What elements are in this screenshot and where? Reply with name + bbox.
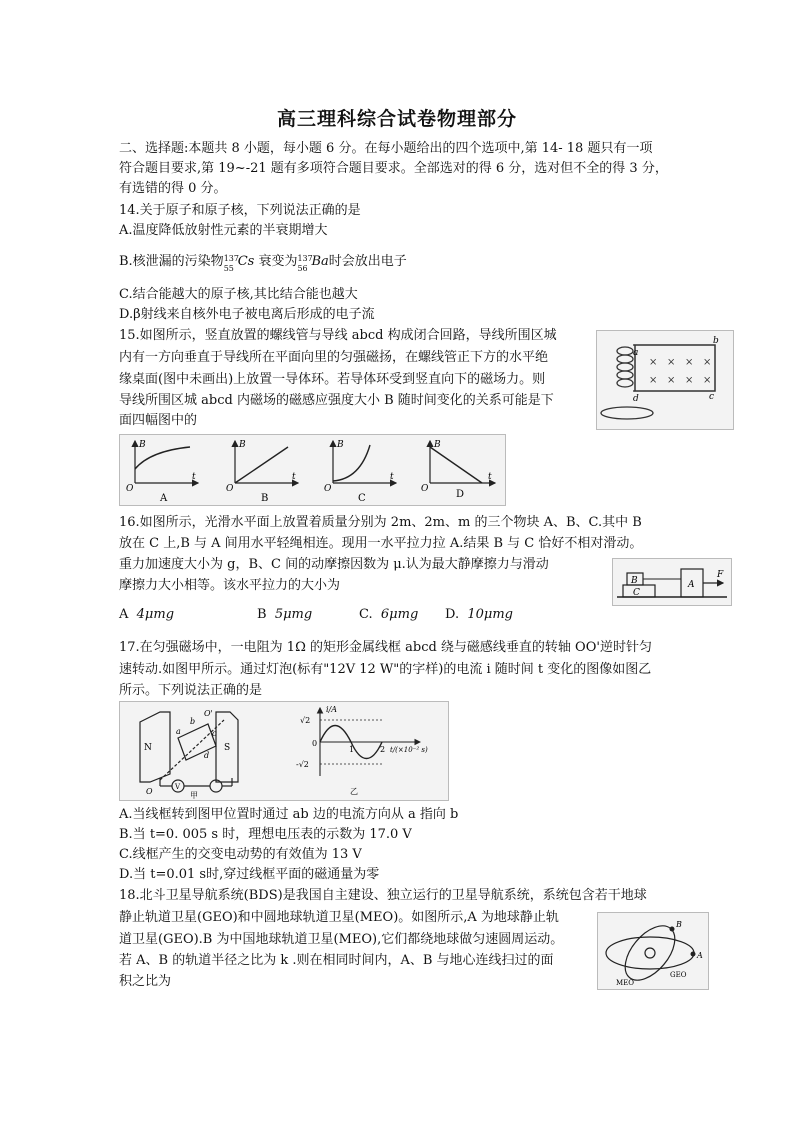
svg-text:A: A xyxy=(697,951,703,960)
svg-text:乙: 乙 xyxy=(350,787,358,796)
ba-symbol: Ba xyxy=(311,254,329,269)
q17-option-a: A.当线框转到图甲位置时通过 ab 边的电流方向从 a 指向 b xyxy=(119,807,459,822)
svg-text:O: O xyxy=(126,484,134,494)
svg-text:B: B xyxy=(631,576,638,586)
q17-line-2: 速转动.如图甲所示。通过灯泡(标有"12V 12 W"的字样)的电流 i 随时间 t 变化的图像如图乙 xyxy=(119,662,652,677)
svg-text:V: V xyxy=(175,783,181,791)
q14-b-post: 时会放出电子 xyxy=(328,254,407,269)
svg-text:MEO: MEO xyxy=(616,979,635,987)
svg-text:B: B xyxy=(434,440,441,450)
svg-text:a: a xyxy=(176,727,181,736)
q14-option-b xyxy=(119,252,407,271)
intro-line-3: 有选错的得 0 分。 xyxy=(119,181,227,196)
q16-line-1: 16.如图所示，光滑水平面上放置着质量分别为 2m、2m、m 的三个物块 A、B、C.其中 B xyxy=(119,515,642,530)
svg-text:d: d xyxy=(204,751,210,760)
svg-text:F: F xyxy=(717,570,724,580)
svg-text:×: × xyxy=(685,375,694,386)
q15-graphs-figure xyxy=(119,434,506,506)
q17-option-b: B.当 t=0. 005 s 时，理想电压表的示数为 17.0 V xyxy=(119,827,412,842)
svg-text:1: 1 xyxy=(349,745,355,754)
graph-c-label: C xyxy=(358,493,366,504)
q16-option-a: A 4μmg xyxy=(119,607,175,622)
svg-text:×: × xyxy=(703,375,712,386)
graph-d-label: D xyxy=(456,489,465,500)
q16-options xyxy=(119,606,513,624)
svg-text:i/A: i/A xyxy=(326,705,338,714)
q15-line-5: 面四幅图中的 xyxy=(119,413,198,428)
q17-line-1: 17.在匀强磁场中，一电阻为 1Ω 的矩形金属线框 abcd 绕与磁感线垂直的转轴 OO'逆时针匀 xyxy=(119,640,652,655)
svg-text:√2: √2 xyxy=(300,716,311,725)
svg-text:C: C xyxy=(633,588,640,598)
svg-text:t: t xyxy=(488,472,492,482)
svg-text:B: B xyxy=(239,440,246,450)
svg-text:t: t xyxy=(292,472,296,482)
svg-text:0: 0 xyxy=(312,739,318,748)
q16-line-2: 放在 C 上,B 与 A 间用水平轻绳相连。现用一水平拉力拉 A.结果 B 与 C 恰好不相对滑动。 xyxy=(119,536,643,551)
q16-option-c: C. 6μmg xyxy=(359,607,419,622)
q18-orbit-figure xyxy=(597,912,709,990)
svg-text:×: × xyxy=(667,357,676,368)
q14-option-a: A.温度降低放射性元素的半衰期增大 xyxy=(119,223,328,238)
q17-option-c: C.线框产生的交变电动势的有效值为 13 V xyxy=(119,847,362,862)
svg-text:O: O xyxy=(226,484,234,494)
q15-label-d: d xyxy=(633,394,639,404)
page-title: 高三理科综合试卷物理部分 xyxy=(276,108,517,130)
q17-option-d: D.当 t=0.01 s时,穿过线框平面的磁通量为零 xyxy=(119,867,380,882)
q15-line-3: 缘桌面(图中未画出)上放置一导体环。若导体环受到竖直向下的磁场力。则 xyxy=(119,372,546,387)
ba-nuclide: 137 56 xyxy=(297,254,313,273)
q18-line-2: 静止轨道卫星(GEO)和中圆地球轨道卫星(MEO)。如图所示,A 为地球静止轨 xyxy=(119,910,559,925)
graph-b-label: B xyxy=(261,493,269,504)
cs-nuclide: 137 55 xyxy=(223,254,239,273)
svg-text:O: O xyxy=(324,484,332,494)
intro-line-2: 符合题目要求,第 19~-21 题有多项符合题目要求。全部选对的得 6 分，选对但不全的得 3 分， xyxy=(119,161,668,176)
q15-line-1: 15.如图所示，竖直放置的螺线管与导线 abcd 构成闭合回路，导线所围区城 xyxy=(119,328,557,343)
cs-symbol: Cs xyxy=(237,254,255,269)
svg-text:N: N xyxy=(144,743,152,753)
svg-text:B: B xyxy=(676,920,682,929)
svg-text:t: t xyxy=(192,472,196,482)
q16-line-4: 摩擦力大小相等。该水平拉力的大小为 xyxy=(119,578,341,593)
svg-text:S: S xyxy=(224,743,231,753)
svg-text:t/(×10⁻² s): t/(×10⁻² s) xyxy=(390,746,428,754)
q17-line-3: 所示。下列说法正确的是 xyxy=(119,683,263,698)
svg-text:-√2: -√2 xyxy=(296,760,309,769)
graph-a-label: A xyxy=(160,493,168,504)
q14-b-pre: B.核泄漏的污染物 xyxy=(119,254,224,269)
q18-line-1: 18.北斗卫星导航系统(BDS)是我国自主建设、独立运行的卫星导航系统，系统包含若干地球 xyxy=(119,888,647,903)
q15-label-c: c xyxy=(709,392,715,402)
svg-text:×: × xyxy=(649,357,658,368)
svg-text:2: 2 xyxy=(380,745,386,754)
q15-label-b: b xyxy=(713,336,719,346)
svg-text:t: t xyxy=(390,472,394,482)
svg-text:b: b xyxy=(190,717,196,726)
svg-text:GEO: GEO xyxy=(670,971,687,979)
q18-line-4: 若 A、B 的轨道半径之比为 k .则在相同时间内，A、B 与地心连线扫过的面 xyxy=(119,953,554,968)
q16-blocks-figure xyxy=(612,558,732,606)
q16-line-3: 重力加速度大小为 g，B、C 间的动摩擦因数为 μ.认为最大静摩擦力与滑动 xyxy=(119,557,549,572)
svg-text:c: c xyxy=(212,729,217,738)
svg-text:甲: 甲 xyxy=(190,791,198,800)
q18-line-5: 积之比为 xyxy=(119,974,172,989)
svg-text:×: × xyxy=(703,357,712,368)
q15-line-4: 导线所围区城 abcd 内磁场的磁感应强度大小 B 随时间变化的关系可能是下 xyxy=(119,393,554,408)
q17-yi xyxy=(320,708,420,776)
q15-solenoid-figure xyxy=(596,330,734,430)
svg-text:×: × xyxy=(667,375,676,386)
svg-text:B: B xyxy=(139,440,146,450)
svg-text:O: O xyxy=(421,484,429,494)
q14-option-c: C.结合能越大的原子核,其比结合能也越大 xyxy=(119,287,358,302)
q14-option-d: D.β射线来自核外电子被电离后形成的电子流 xyxy=(119,307,375,322)
q14-b-mid: 衰变为 xyxy=(258,254,298,269)
svg-text:A: A xyxy=(688,580,695,590)
svg-text:×: × xyxy=(649,375,658,386)
svg-text:×: × xyxy=(685,357,694,368)
q15-label-a: a xyxy=(633,348,639,358)
intro-line-1: 二、选择题:本题共 8 小题，每小题 6 分。在每小题给出的四个选项中,第 14- 18 题只有一项 xyxy=(119,141,653,156)
svg-text:O: O xyxy=(146,787,153,796)
q15-line-2: 内有一方向垂直于导线所在平面向里的匀强磁扬，在螺线管正下方的水平绝 xyxy=(119,350,549,365)
svg-text:O': O' xyxy=(204,709,213,718)
q16-option-b: B 5μmg xyxy=(257,607,313,622)
svg-text:B: B xyxy=(337,440,344,450)
q17-figure xyxy=(119,701,449,801)
q14-stem: 14.关于原子和原子核，下列说法正确的是 xyxy=(119,203,361,218)
q16-option-d: D. 10μmg xyxy=(445,607,513,622)
q18-line-3: 道卫星(GEO).B 为中国地球轨道卫星(MEO),它们都绕地球做匀速圆周运动。 xyxy=(119,932,564,947)
